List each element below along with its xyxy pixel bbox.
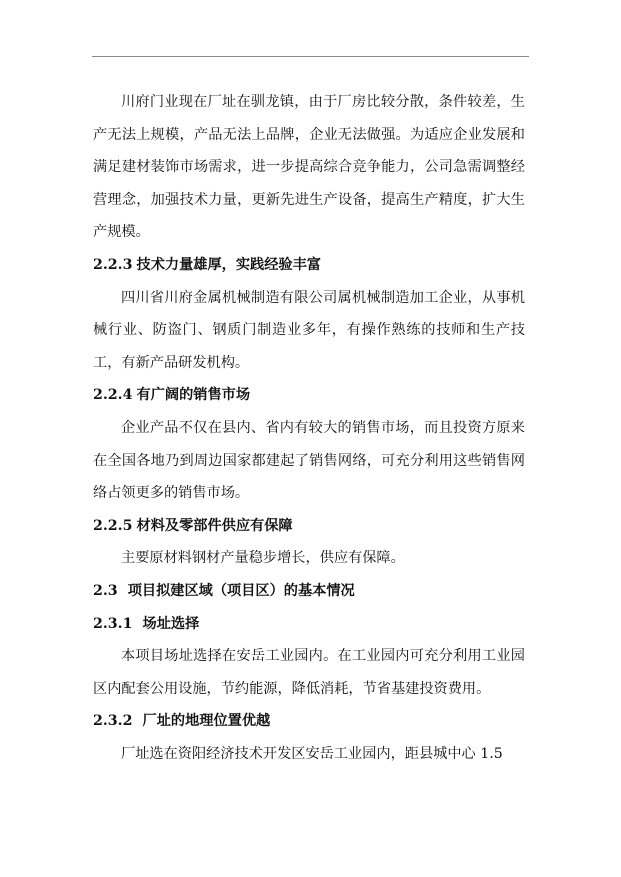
document-body xyxy=(93,86,525,770)
paragraph: 厂址选在资阳经济技术开发区安岳工业园内，距县城中心 1.5 xyxy=(121,745,503,762)
section-number: 2.3.1 xyxy=(93,615,133,632)
section-number: 2.2.4 xyxy=(93,387,133,404)
section-number: 2.3.2 xyxy=(93,713,133,730)
section-title: 厂址的地理位置优越 xyxy=(142,713,271,730)
paragraph: 四川省川府金属机械制造有限公司属机械制造加工企业，从事机械行业、防盗门、钢质门制造业多年，有操作熟练的技师和生产技工，有新产品研发机构。 xyxy=(93,289,525,371)
section-title: 技术力量雄厚，实践经验丰富 xyxy=(136,256,321,273)
section-number: 2.2.3 xyxy=(93,256,133,273)
paragraph: 主要原材料钢材产量稳步增长，供应有保障。 xyxy=(121,550,405,567)
section-heading xyxy=(93,575,525,608)
section-title: 有广阔的销售市场 xyxy=(136,387,251,404)
paragraph: 企业产品不仅在县内、省内有较大的销售市场，而且投资方原来在全国各地乃到周边国家都建起了销售网络，可充分利用这些销售网络占领更多的销售市场。 xyxy=(93,419,525,502)
paragraph: 本项目场址选择在安岳工业园内。在工业园内可充分利用工业园区内配套公用设施，节约能源，降低消耗，节省基建投资费用。 xyxy=(93,648,525,697)
section-heading xyxy=(93,510,525,543)
section-number: 2.3 xyxy=(93,582,118,599)
header-rule xyxy=(92,56,529,57)
section-number: 2.2.5 xyxy=(93,517,133,534)
section-title: 项目拟建区域（项目区）的基本情况 xyxy=(127,582,355,599)
section-heading xyxy=(93,608,525,641)
section-title: 材料及零部件供应有保障 xyxy=(136,517,293,534)
paragraph: 川府门业现在厂址在驯龙镇，由于厂房比较分散，条件较差，生产无法上规模，产品无法上品牌，企业无法做强。为适应企业发展和满足建材装饰市场需求，进一步提高综合竞争能力，公司急需调整经营理念，加强技术力量，更新先进生产设备，提高生产精度，扩大生产规模。 xyxy=(93,94,525,241)
section-heading xyxy=(93,249,525,282)
section-heading xyxy=(93,705,525,738)
section-title: 场址选择 xyxy=(142,615,200,632)
section-heading xyxy=(93,379,525,412)
